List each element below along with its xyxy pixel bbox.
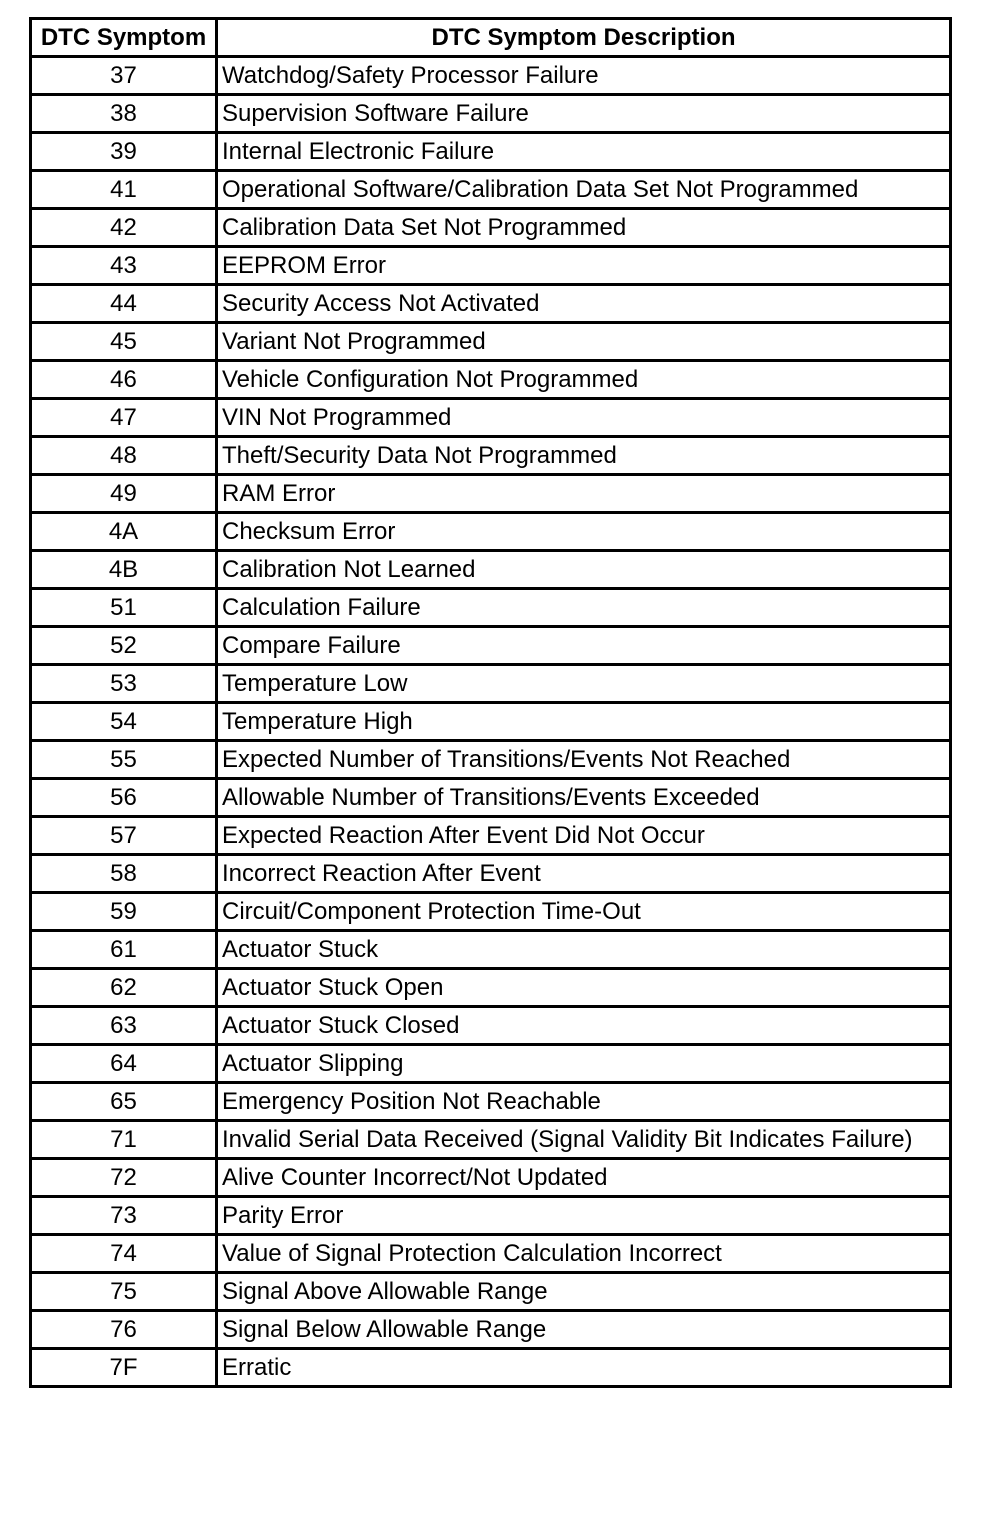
table-row (31, 1007, 951, 1045)
table-row (31, 665, 951, 703)
dtc-symptom-description: Temperature High (217, 703, 951, 741)
table-row (31, 627, 951, 665)
dtc-symptom-code: 59 (31, 893, 217, 931)
dtc-symptom-description: Emergency Position Not Reachable (217, 1083, 951, 1121)
dtc-symptom-description: Value of Signal Protection Calculation Incorrect (217, 1235, 951, 1273)
dtc-symptom-code: 73 (31, 1197, 217, 1235)
table-row (31, 969, 951, 1007)
dtc-symptom-code: 52 (31, 627, 217, 665)
dtc-symptom-description: Signal Below Allowable Range (217, 1311, 951, 1349)
table-row (31, 817, 951, 855)
dtc-symptom-code: 39 (31, 133, 217, 171)
table-row (31, 703, 951, 741)
dtc-symptom-code: 45 (31, 323, 217, 361)
table-row (31, 1045, 951, 1083)
dtc-symptom-description: Supervision Software Failure (217, 95, 951, 133)
dtc-symptom-code: 58 (31, 855, 217, 893)
dtc-symptom-code: 4A (31, 513, 217, 551)
dtc-symptom-description: EEPROM Error (217, 247, 951, 285)
table-row (31, 513, 951, 551)
dtc-symptom-code: 56 (31, 779, 217, 817)
column-header-dtc-symptom-description: DTC Symptom Description (217, 19, 951, 57)
dtc-symptom-description: Parity Error (217, 1197, 951, 1235)
table-body (31, 57, 951, 1387)
dtc-symptom-description: Security Access Not Activated (217, 285, 951, 323)
dtc-symptom-code: 64 (31, 1045, 217, 1083)
table-row (31, 893, 951, 931)
table-row (31, 1273, 951, 1311)
dtc-symptom-description: Watchdog/Safety Processor Failure (217, 57, 951, 95)
table-row (31, 741, 951, 779)
dtc-symptom-code: 63 (31, 1007, 217, 1045)
dtc-symptom-code: 75 (31, 1273, 217, 1311)
dtc-symptom-description: Vehicle Configuration Not Programmed (217, 361, 951, 399)
dtc-symptom-code: 62 (31, 969, 217, 1007)
dtc-symptom-description: Internal Electronic Failure (217, 133, 951, 171)
dtc-symptom-description: Circuit/Component Protection Time-Out (217, 893, 951, 931)
dtc-symptom-code: 47 (31, 399, 217, 437)
dtc-symptom-description: Calculation Failure (217, 589, 951, 627)
dtc-symptom-code: 48 (31, 437, 217, 475)
table-row (31, 1197, 951, 1235)
header-row (31, 19, 951, 57)
dtc-symptom-description: Actuator Slipping (217, 1045, 951, 1083)
table-row (31, 931, 951, 969)
table-row (31, 779, 951, 817)
dtc-symptom-description: Erratic (217, 1349, 951, 1387)
table-row (31, 1349, 951, 1387)
table-row (31, 1159, 951, 1197)
dtc-symptom-code: 4B (31, 551, 217, 589)
table-row (31, 133, 951, 171)
dtc-symptom-code: 55 (31, 741, 217, 779)
table-row (31, 209, 951, 247)
table-row (31, 171, 951, 209)
dtc-symptom-description: Calibration Not Learned (217, 551, 951, 589)
dtc-symptom-code: 41 (31, 171, 217, 209)
dtc-symptom-code: 44 (31, 285, 217, 323)
table-row (31, 57, 951, 95)
table-row (31, 1083, 951, 1121)
dtc-symptom-description: Allowable Number of Transitions/Events Exceeded (217, 779, 951, 817)
dtc-symptom-code: 49 (31, 475, 217, 513)
dtc-symptom-code: 7F (31, 1349, 217, 1387)
dtc-symptom-description: Alive Counter Incorrect/Not Updated (217, 1159, 951, 1197)
dtc-symptom-code: 53 (31, 665, 217, 703)
dtc-symptom-code: 51 (31, 589, 217, 627)
table-row (31, 247, 951, 285)
dtc-symptom-description: Theft/Security Data Not Programmed (217, 437, 951, 475)
table-row (31, 285, 951, 323)
table-row (31, 589, 951, 627)
dtc-symptom-description: Operational Software/Calibration Data Set Not Programmed (217, 171, 951, 209)
table-row (31, 323, 951, 361)
dtc-symptom-description: RAM Error (217, 475, 951, 513)
dtc-symptom-code: 76 (31, 1311, 217, 1349)
column-header-dtc-symptom: DTC Symptom (31, 19, 217, 57)
dtc-symptom-code: 37 (31, 57, 217, 95)
dtc-symptom-description: Actuator Stuck Closed (217, 1007, 951, 1045)
dtc-symptom-description: VIN Not Programmed (217, 399, 951, 437)
table-row (31, 475, 951, 513)
dtc-symptom-description: Incorrect Reaction After Event (217, 855, 951, 893)
table-row (31, 855, 951, 893)
dtc-symptom-code: 43 (31, 247, 217, 285)
dtc-symptom-description: Compare Failure (217, 627, 951, 665)
dtc-symptom-description: Signal Above Allowable Range (217, 1273, 951, 1311)
dtc-symptom-code: 57 (31, 817, 217, 855)
dtc-symptom-description: Actuator Stuck Open (217, 969, 951, 1007)
dtc-symptom-code: 46 (31, 361, 217, 399)
dtc-symptom-description: Actuator Stuck (217, 931, 951, 969)
dtc-symptom-table (29, 17, 952, 1388)
dtc-symptom-code: 61 (31, 931, 217, 969)
table-row (31, 361, 951, 399)
dtc-symptom-description: Invalid Serial Data Received (Signal Validity Bit Indicates Failure) (217, 1121, 951, 1159)
dtc-symptom-description: Expected Number of Transitions/Events Not Reached (217, 741, 951, 779)
dtc-symptom-code: 42 (31, 209, 217, 247)
dtc-symptom-description: Checksum Error (217, 513, 951, 551)
dtc-symptom-code: 72 (31, 1159, 217, 1197)
table-row (31, 551, 951, 589)
dtc-symptom-code: 74 (31, 1235, 217, 1273)
dtc-symptom-code: 38 (31, 95, 217, 133)
table-row (31, 1121, 951, 1159)
table-row (31, 1311, 951, 1349)
dtc-symptom-description: Variant Not Programmed (217, 323, 951, 361)
table-row (31, 95, 951, 133)
dtc-symptom-code: 71 (31, 1121, 217, 1159)
dtc-symptom-description: Calibration Data Set Not Programmed (217, 209, 951, 247)
dtc-symptom-description: Expected Reaction After Event Did Not Occur (217, 817, 951, 855)
table-row (31, 437, 951, 475)
dtc-symptom-description: Temperature Low (217, 665, 951, 703)
dtc-symptom-code: 54 (31, 703, 217, 741)
table-row (31, 399, 951, 437)
table-row (31, 1235, 951, 1273)
dtc-symptom-code: 65 (31, 1083, 217, 1121)
